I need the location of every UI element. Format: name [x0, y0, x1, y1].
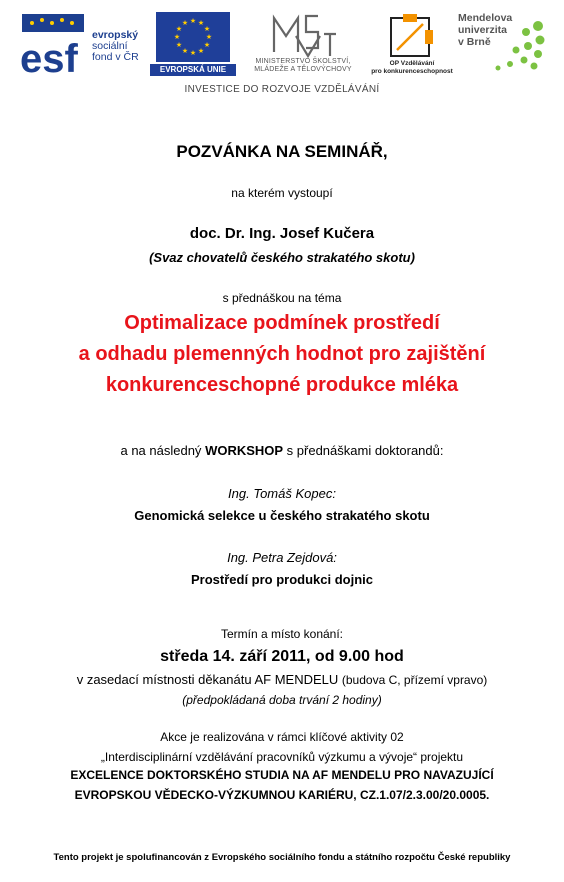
talk-2-title: Prostředí pro produkci dojnic	[190, 572, 374, 587]
venue-detail: (budova C, přízemí vpravo)	[341, 673, 488, 687]
svg-text:★: ★	[175, 25, 183, 33]
esf-text	[92, 30, 139, 63]
msmt-line1: MINISTERSTVO ŠKOLSTVÍ,	[255, 58, 351, 65]
invitation-title: POZVÁNKA NA SEMINÁŘ,	[176, 142, 388, 161]
msmt-text	[248, 58, 358, 74]
talk-1-title: Genomická selekce u českého strakatého skotu	[134, 508, 430, 523]
svg-text:★: ★	[189, 17, 197, 25]
svg-text:★: ★	[203, 25, 211, 33]
topic-line-1: Optimalizace podmínek prostředí	[124, 312, 440, 334]
svg-text:esf: esf	[20, 37, 78, 74]
op-line2: pro konkurenceschopnost	[371, 67, 453, 75]
esf-line3: fond v ČR	[92, 51, 139, 63]
esf-line2: sociální	[92, 40, 128, 52]
svg-text:★: ★	[175, 41, 183, 49]
project-name-2: EVROPSKOU VĚDECKO-VÝZKUMNOU KARIÉRU, CZ.1.07/2.3.00/20.0005.	[74, 788, 490, 802]
project-line: „Interdisciplinární vzdělávání pracovníků výzkumu a vývoje“ projektu	[100, 750, 464, 764]
eu-label: EVROPSKÁ UNIE	[150, 64, 236, 76]
workshop-post: s přednáškami doktorandů:	[283, 443, 444, 458]
mendelu-line3: v Brně	[458, 36, 491, 48]
workshop-bold: WORKSHOP	[205, 443, 284, 458]
speaker-org: (Svaz chovatelů českého strakatého skotu)	[149, 250, 415, 265]
speaker-intro: na kterém vystoupí	[231, 186, 333, 200]
mendelu-line1: Mendelova	[458, 12, 513, 24]
venue-intro: Termín a místo konání:	[220, 627, 344, 641]
logo-bar	[0, 0, 564, 110]
op-text	[364, 60, 460, 75]
talk-2-speaker: Ing. Petra Zejdová:	[227, 550, 337, 565]
project-name-1: EXCELENCE DOKTORSKÉHO STUDIA NA AF MENDELU PRO NAVAZUJÍCÍ	[70, 768, 494, 782]
esf-line1: evropský	[92, 29, 139, 41]
investice-slogan: INVESTICE DO ROZVOJE VZDĚLÁVÁNÍ	[184, 84, 380, 95]
msmt-logo-icon	[268, 12, 338, 58]
footer-note: Tento projekt je spolufinancován z Evropského sociálního fondu a státního rozpočtu České republiky	[53, 852, 511, 863]
svg-text:★: ★	[197, 47, 205, 55]
msmt-line2: MLÁDEŽE A TĚLOVÝCHOVY	[254, 66, 352, 73]
duration: (předpokládaná doba trvání 2 hodiny)	[182, 693, 382, 707]
op-line1: OP Vzdělávání	[389, 60, 435, 67]
topic-line-3: konkurenceschopné produkce mléka	[105, 374, 459, 396]
svg-text:★: ★	[181, 47, 189, 55]
svg-text:★: ★	[197, 19, 205, 27]
op-logo-icon	[387, 14, 435, 60]
topic-line-2: a odhadu plemenných hodnot pro zajištění	[78, 343, 486, 365]
svg-text:★: ★	[181, 19, 189, 27]
talk-1-speaker: Ing. Tomáš Kopec:	[228, 486, 336, 501]
venue-pre: v zasedací místnosti děkanátu AF MENDELU	[76, 672, 342, 687]
action-line: Akce je realizována v rámci klíčové aktivity 02	[160, 730, 404, 744]
mendelu-dots-icon	[488, 20, 548, 74]
eu-flag-icon	[156, 12, 230, 62]
workshop-line	[0, 443, 564, 458]
mendelu-line2: univerzita	[458, 24, 508, 36]
svg-text:★: ★	[173, 33, 181, 41]
svg-text:★: ★	[189, 49, 197, 57]
workshop-pre: a na následný	[120, 443, 206, 458]
svg-text:★: ★	[203, 41, 211, 49]
svg-text:★: ★	[205, 33, 213, 41]
speaker-name: doc. Dr. Ing. Josef Kučera	[189, 225, 375, 242]
venue-line	[0, 672, 564, 687]
seminar-date: středa 14. září 2011, od 9.00 hod	[160, 648, 404, 665]
esf-logo-icon	[18, 12, 88, 74]
topic-intro: s přednáškou na téma	[222, 291, 342, 305]
